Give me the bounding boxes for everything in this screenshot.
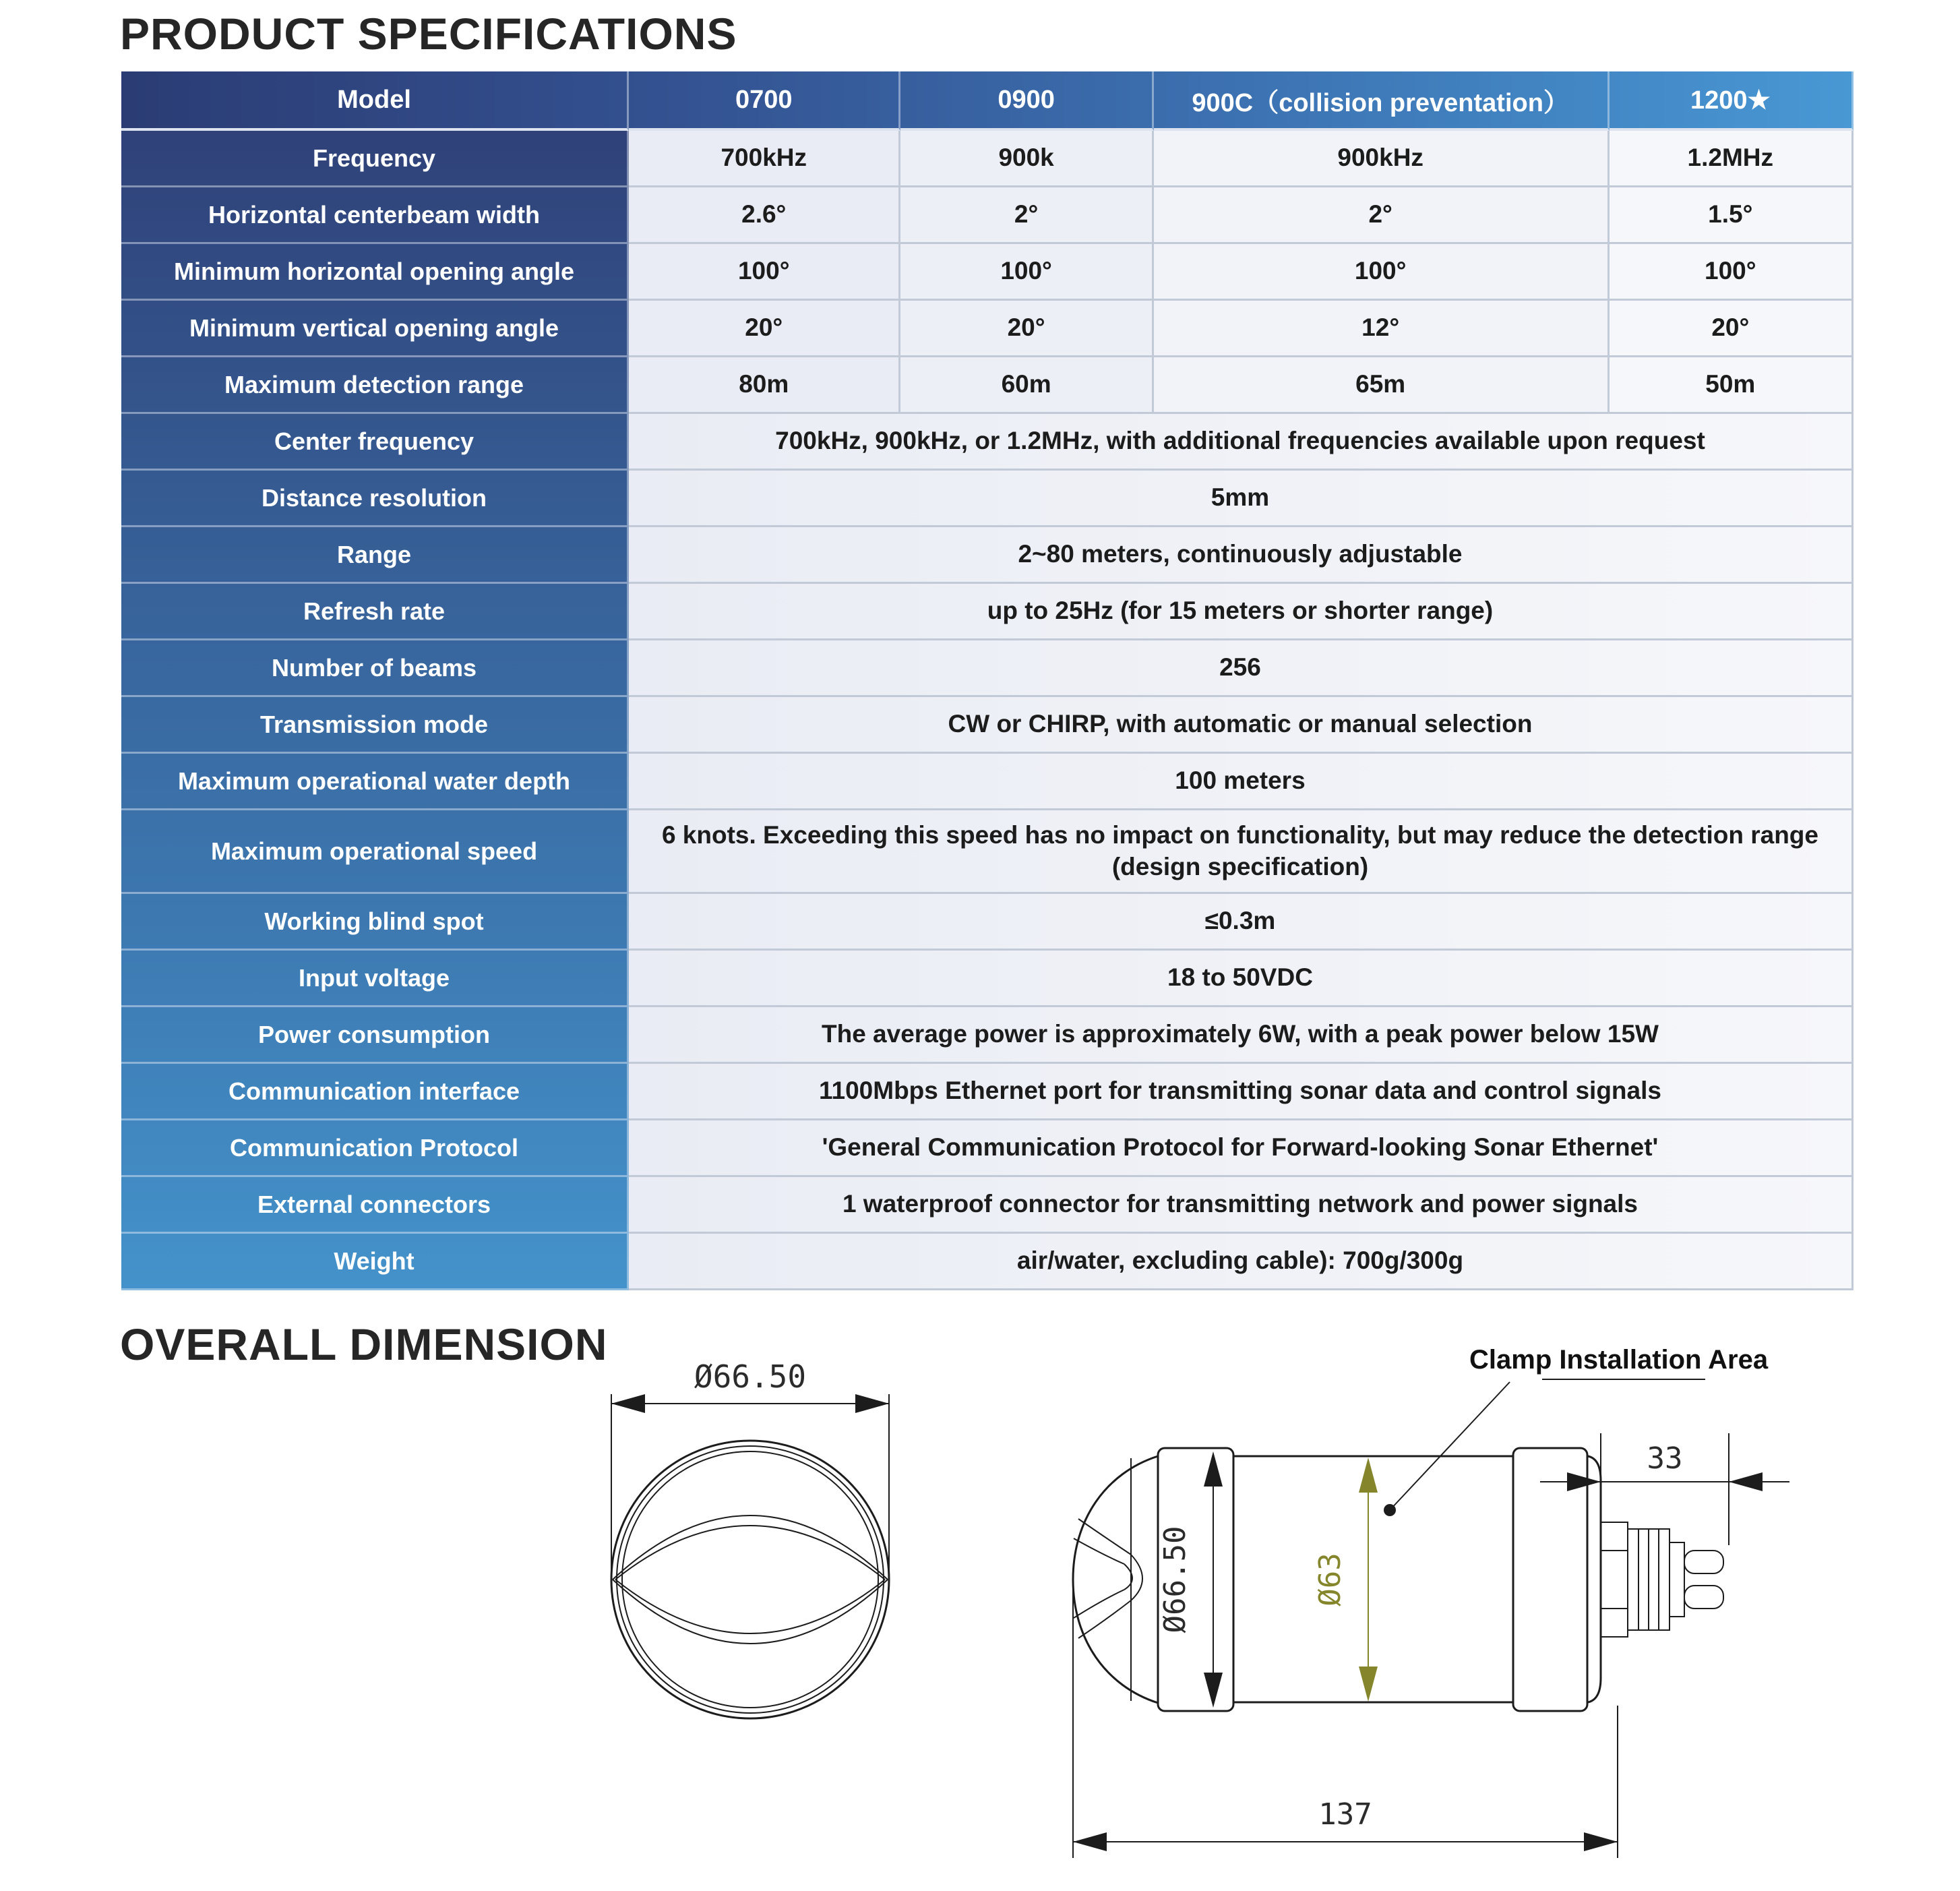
spec-value-cell: 65m — [1154, 357, 1610, 414]
spec-value-cell: 1.2MHz — [1610, 131, 1854, 187]
spec-value-cell: 80m — [629, 357, 900, 414]
body-diameter-label: Ø63 — [1313, 1553, 1347, 1607]
spec-row-label: Maximum operational speed — [121, 810, 629, 894]
side-view-drawing — [1073, 1345, 1789, 1858]
connector-length-label: 33 — [1647, 1441, 1683, 1476]
flange-diameter-label: Ø66.50 — [1158, 1526, 1192, 1633]
spec-value-cell: 100° — [1154, 244, 1610, 301]
spec-row-label: Distance resolution — [121, 471, 629, 527]
spec-row-label: Communication Protocol — [121, 1120, 629, 1177]
spec-span-cell: 6 knots. Exceeding this speed has no impact on functionality, but may reduce the detection range (design specification) — [629, 810, 1854, 894]
spec-value-cell: 60m — [900, 357, 1153, 414]
body-length-label: 137 — [1318, 1797, 1372, 1832]
spec-span-cell: 700kHz, 900kHz, or 1.2MHz, with additional frequencies available upon request — [629, 414, 1854, 471]
clamp-leader-dot — [1384, 1504, 1396, 1516]
spec-row-label: Maximum operational water depth — [121, 754, 629, 810]
dim-arrow-right — [855, 1394, 889, 1413]
spec-value-cell: 900kHz — [1154, 131, 1610, 187]
front-diameter-label: Ø66.50 — [694, 1358, 807, 1395]
spec-span-cell: 1 waterproof connector for transmitting network and power signals — [629, 1177, 1854, 1234]
spec-value-cell: 50m — [1610, 357, 1854, 414]
spec-row-label: Refresh rate — [121, 584, 629, 640]
spec-row-label: Working blind spot — [121, 894, 629, 951]
spec-span-cell: CW or CHIRP, with automatic or manual selection — [629, 697, 1854, 754]
spec-row-label: Transmission mode — [121, 697, 629, 754]
spec-span-cell: up to 25Hz (for 15 meters or shorter range) — [629, 584, 1854, 640]
header-model: Model — [121, 71, 629, 131]
spec-span-cell: air/water, excluding cable): 700g/300g — [629, 1234, 1854, 1290]
clamp-area-label: Clamp Installation Area — [1469, 1345, 1769, 1375]
spec-row-label: Weight — [121, 1234, 629, 1290]
front-view-drawing — [611, 1358, 889, 1718]
spec-value-cell: 20° — [1610, 301, 1854, 357]
spec-row-label: Minimum horizontal opening angle — [121, 244, 629, 301]
spec-span-cell: ≤0.3m — [629, 894, 1854, 951]
spec-span-cell: The average power is approximately 6W, with a peak power below 15W — [629, 1007, 1854, 1064]
spec-row-label: Input voltage — [121, 951, 629, 1007]
spec-row-label: Center frequency — [121, 414, 629, 471]
spec-row-label: Range — [121, 527, 629, 584]
spec-value-cell: 100° — [1610, 244, 1854, 301]
spec-row-label: Frequency — [121, 131, 629, 187]
spec-row-label: External connectors — [121, 1177, 629, 1234]
spec-value-cell: 100° — [629, 244, 900, 301]
dim-arrow-left — [611, 1394, 645, 1413]
spec-value-cell: 20° — [629, 301, 900, 357]
spec-value-cell: 12° — [1154, 301, 1610, 357]
spec-value-cell: 2.6° — [629, 187, 900, 244]
header-col-900c: 900C（collision preventation） — [1154, 71, 1610, 131]
spec-value-cell: 2° — [1154, 187, 1610, 244]
spec-span-cell: 256 — [629, 640, 1854, 697]
spec-value-cell: 100° — [900, 244, 1153, 301]
overall-dimension-title: OVERALL DIMENSION — [120, 1319, 608, 1369]
spec-row-label: Number of beams — [121, 640, 629, 697]
spec-row-label: Power consumption — [121, 1007, 629, 1064]
spec-span-cell: 100 meters — [629, 754, 1854, 810]
header-col-0700: 0700 — [629, 71, 900, 131]
spec-span-cell: 5mm — [629, 471, 1854, 527]
header-col-0900: 0900 — [900, 71, 1153, 131]
product-specifications-title: PRODUCT SPECIFICATIONS — [120, 9, 737, 59]
spec-row-label: Minimum vertical opening angle — [121, 301, 629, 357]
spec-row-label: Maximum detection range — [121, 357, 629, 414]
spec-value-cell: 700kHz — [629, 131, 900, 187]
header-col-1200: 1200★ — [1610, 71, 1854, 131]
spec-row-label: Communication interface — [121, 1064, 629, 1120]
spec-span-cell: 1100Mbps Ethernet port for transmitting sonar data and control signals — [629, 1064, 1854, 1120]
spec-value-cell: 900k — [900, 131, 1153, 187]
spec-value-cell: 20° — [900, 301, 1153, 357]
spec-span-cell: 'General Communication Protocol for Forward-looking Sonar Ethernet' — [629, 1120, 1854, 1177]
spec-span-cell: 18 to 50VDC — [629, 951, 1854, 1007]
spec-value-cell: 1.5° — [1610, 187, 1854, 244]
spec-value-cell: 2° — [900, 187, 1153, 244]
spec-span-cell: 2~80 meters, continuously adjustable — [629, 527, 1854, 584]
spec-row-label: Horizontal centerbeam width — [121, 187, 629, 244]
